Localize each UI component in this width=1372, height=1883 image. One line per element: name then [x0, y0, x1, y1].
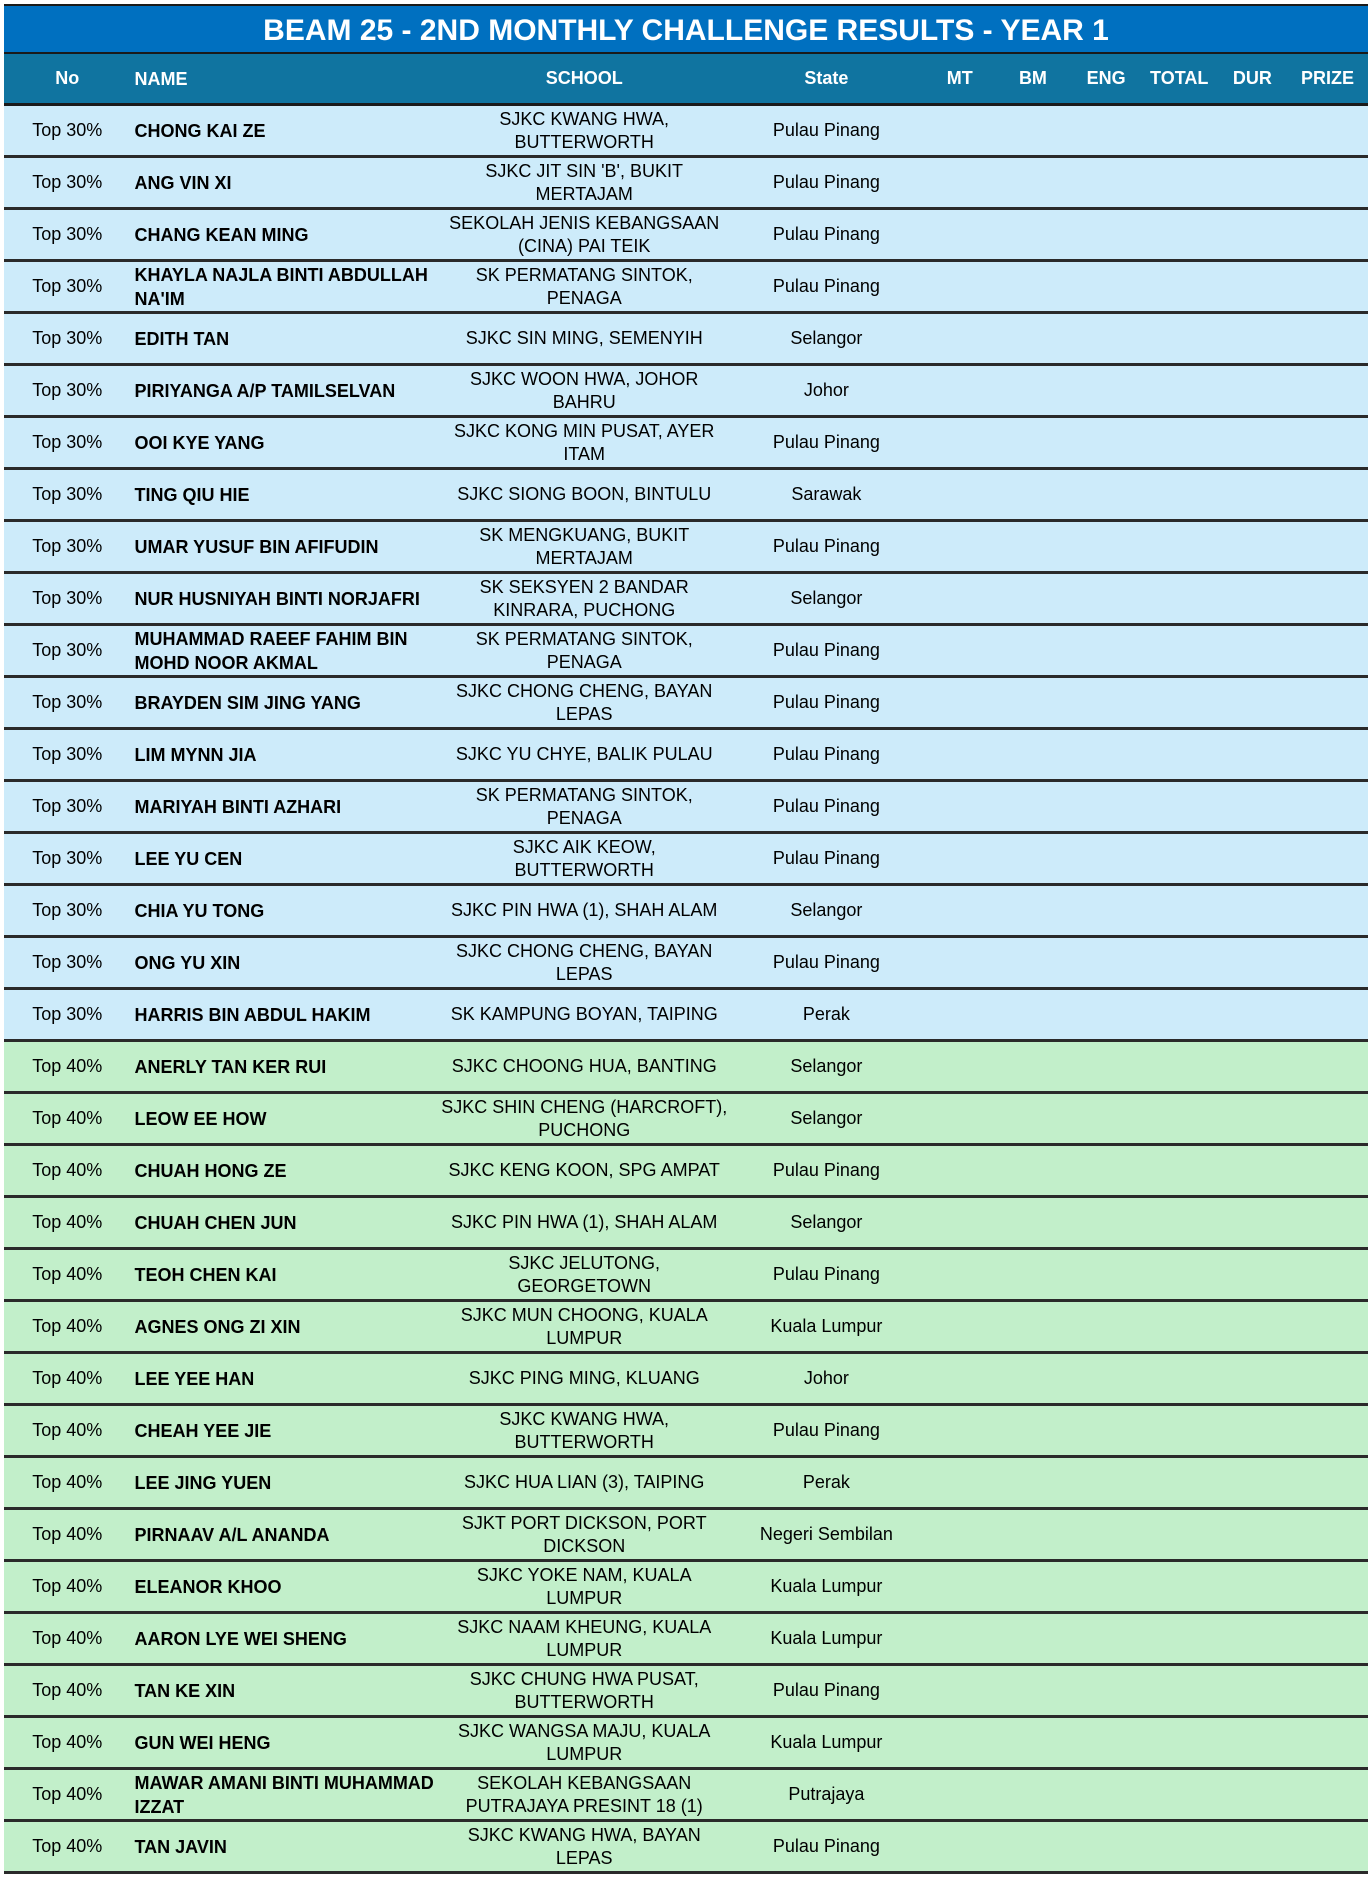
school-text: SJKC YU CHYE, BALIK PULAU	[455, 744, 713, 764]
results-sheet	[4, 4, 1368, 1874]
school-text: SJKT PORT DICKSON, PORT DICKSON	[461, 1512, 707, 1556]
school-text: SJKC PING MING, KLUANG	[468, 1368, 700, 1388]
name-cell: CHUAH HONG ZE	[134, 1160, 287, 1181]
state-cell: Johor	[803, 380, 849, 400]
state-cell: Pulau Pinang	[772, 640, 880, 660]
rank-cell: Top 30%	[32, 172, 103, 192]
name-cell: ANERLY TAN KER RUI	[134, 1056, 327, 1077]
name-cell: EDITH TAN	[134, 328, 230, 349]
school-text: SK SEKSYEN 2 BANDAR KINRARA, PUCHONG	[479, 576, 689, 620]
state-cell: Kuala Lumpur	[770, 1628, 883, 1648]
name-cell: ONG YU XIN	[134, 952, 241, 973]
header-mt: MT	[946, 68, 973, 88]
rank-cell: Top 30%	[32, 536, 103, 556]
table-row	[4, 366, 1368, 418]
school-cell	[441, 1614, 728, 1663]
school-cell	[441, 678, 728, 727]
school-cell	[441, 1250, 728, 1299]
table-row	[4, 626, 1368, 678]
school-text: SK PERMATANG SINTOK, PENAGA	[475, 784, 693, 828]
state-cell: Perak	[802, 1004, 850, 1024]
school-cell	[441, 1354, 728, 1403]
table-row	[4, 1250, 1368, 1302]
school-cell	[441, 1042, 728, 1091]
table-row	[4, 1042, 1368, 1094]
school-text: SJKC KWANG HWA, BUTTERWORTH	[499, 108, 670, 152]
school-text: SJKC KWANG HWA, BAYAN LEPAS	[467, 1824, 701, 1868]
name-cell: LIM MYNN JIA	[134, 744, 257, 765]
school-text: SK MENGKUANG, BUKIT MERTAJAM	[479, 524, 690, 568]
table-row	[4, 470, 1368, 522]
name-cell: MAWAR AMANI BINTI MUHAMMAD IZZAT	[134, 1772, 434, 1817]
name-cell: AARON LYE WEI SHENG	[134, 1628, 347, 1649]
header-total: TOTAL	[1150, 68, 1209, 88]
state-cell: Selangor	[790, 900, 863, 920]
state-cell: Sarawak	[791, 484, 862, 504]
table-row	[4, 990, 1368, 1042]
state-cell: Negeri Sembilan	[759, 1524, 893, 1544]
name-cell: LEOW EE HOW	[134, 1108, 267, 1129]
state-cell: Pulau Pinang	[772, 744, 880, 764]
rank-cell: Top 30%	[32, 952, 103, 972]
school-cell	[441, 106, 728, 155]
page-title: BEAM 25 - 2ND MONTHLY CHALLENGE RESULTS - YEAR 1	[4, 4, 1368, 54]
state-cell: Kuala Lumpur	[770, 1732, 883, 1752]
name-cell: TING QIU HIE	[134, 484, 250, 505]
school-text: SJKC WOON HWA, JOHOR BAHRU	[470, 368, 699, 412]
school-cell	[441, 158, 728, 207]
state-cell: Selangor	[790, 1056, 863, 1076]
rank-cell: Top 30%	[32, 900, 103, 920]
rank-cell: Top 40%	[32, 1368, 103, 1388]
school-cell	[441, 834, 728, 883]
rank-cell: Top 40%	[32, 1732, 103, 1752]
header-name: NAME	[134, 68, 188, 89]
table-row	[4, 1770, 1368, 1822]
school-cell	[441, 626, 728, 675]
school-cell	[441, 366, 728, 415]
school-cell	[441, 886, 728, 935]
header-bm: BM	[1018, 68, 1047, 88]
name-cell: CHEAH YEE JIE	[134, 1420, 272, 1441]
state-cell: Pulau Pinang	[772, 1680, 880, 1700]
name-cell: TEOH CHEN KAI	[134, 1264, 277, 1285]
table-row	[4, 574, 1368, 626]
state-cell: Pulau Pinang	[772, 848, 880, 868]
table-row	[4, 1094, 1368, 1146]
state-cell: Pulau Pinang	[772, 1264, 880, 1284]
table-row	[4, 418, 1368, 470]
state-cell: Pulau Pinang	[772, 1160, 880, 1180]
table-row	[4, 782, 1368, 834]
school-text: SK PERMATANG SINTOK, PENAGA	[475, 628, 693, 672]
school-text: SJKC JIT SIN 'B', BUKIT MERTAJAM	[485, 160, 683, 204]
rank-cell: Top 30%	[32, 276, 103, 296]
header-dur: DUR	[1232, 68, 1272, 88]
school-text: SJKC AIK KEOW, BUTTERWORTH	[512, 836, 656, 880]
rank-cell: Top 40%	[32, 1420, 103, 1440]
rank-cell: Top 30%	[32, 224, 103, 244]
state-cell: Selangor	[790, 328, 863, 348]
table-row	[4, 1614, 1368, 1666]
school-text: SJKC MUN CHOONG, KUALA LUMPUR	[460, 1304, 708, 1348]
header-no: No	[55, 68, 80, 88]
school-cell	[441, 1094, 728, 1143]
table-row	[4, 1510, 1368, 1562]
rank-cell: Top 30%	[32, 692, 103, 712]
school-text: SJKC SIN MING, SEMENYIH	[465, 328, 703, 348]
school-cell	[441, 1458, 728, 1507]
state-cell: Pulau Pinang	[772, 224, 880, 244]
school-cell	[441, 1406, 728, 1455]
rank-cell: Top 40%	[32, 1212, 103, 1232]
school-cell	[441, 262, 728, 311]
school-cell	[441, 1510, 728, 1559]
state-cell: Pulau Pinang	[772, 536, 880, 556]
state-cell: Perak	[802, 1472, 850, 1492]
rank-cell: Top 30%	[32, 380, 103, 400]
rank-cell: Top 40%	[32, 1836, 103, 1856]
school-cell	[441, 574, 728, 623]
rank-cell: Top 30%	[32, 432, 103, 452]
name-cell: TAN KE XIN	[134, 1680, 236, 1701]
school-text: SJKC PIN HWA (1), SHAH ALAM	[451, 1212, 718, 1232]
name-cell: CHONG KAI ZE	[134, 120, 266, 141]
school-cell	[441, 1770, 728, 1819]
school-text: SJKC CHOONG HUA, BANTING	[451, 1056, 717, 1076]
table-row	[4, 1198, 1368, 1250]
rank-cell: Top 40%	[32, 1680, 103, 1700]
school-text: SJKC CHONG CHENG, BAYAN LEPAS	[456, 680, 713, 724]
school-cell	[441, 522, 728, 571]
rank-cell: Top 40%	[32, 1472, 103, 1492]
school-cell	[441, 418, 728, 467]
name-cell: PIRIYANGA A/P TAMILSELVAN	[134, 380, 396, 401]
state-cell: Pulau Pinang	[772, 120, 880, 140]
rank-cell: Top 40%	[32, 1524, 103, 1544]
state-cell: Pulau Pinang	[772, 172, 880, 192]
table-row	[4, 210, 1368, 262]
state-cell: Kuala Lumpur	[770, 1576, 883, 1596]
school-text: SJKC WANGSA MAJU, KUALA LUMPUR	[458, 1720, 711, 1764]
table-row	[4, 1718, 1368, 1770]
school-cell	[441, 1146, 728, 1195]
rank-cell: Top 30%	[32, 328, 103, 348]
school-cell	[441, 1562, 728, 1611]
table-row	[4, 1666, 1368, 1718]
school-text: SJKC KONG MIN PUSAT, AYER ITAM	[454, 420, 715, 464]
name-cell: TAN JAVIN	[134, 1836, 227, 1857]
school-text: SJKC SIONG BOON, BINTULU	[457, 484, 712, 504]
table-row	[4, 314, 1368, 366]
school-text: SJKC KWANG HWA, BUTTERWORTH	[499, 1408, 670, 1452]
table-row	[4, 678, 1368, 730]
name-cell: CHANG KEAN MING	[134, 224, 309, 245]
table-row	[4, 834, 1368, 886]
state-cell: Kuala Lumpur	[770, 1316, 883, 1336]
table-row	[4, 1146, 1368, 1198]
name-cell: LEE YU CEN	[134, 848, 243, 869]
table-row	[4, 1458, 1368, 1510]
rank-cell: Top 30%	[32, 744, 103, 764]
table-row	[4, 1302, 1368, 1354]
school-cell	[441, 1302, 728, 1351]
school-text: SJKC YOKE NAM, KUALA LUMPUR	[476, 1564, 692, 1608]
header-state: State	[804, 68, 849, 88]
name-cell: HARRIS BIN ABDUL HAKIM	[134, 1004, 371, 1025]
rank-cell: Top 30%	[32, 848, 103, 868]
name-cell: MUHAMMAD RAEEF FAHIM BIN MOHD NOOR AKMAL	[134, 628, 408, 673]
table-row	[4, 1562, 1368, 1614]
school-text: SJKC JELUTONG, GEORGETOWN	[508, 1252, 661, 1296]
rank-cell: Top 30%	[32, 120, 103, 140]
table-row	[4, 262, 1368, 314]
state-cell: Pulau Pinang	[772, 432, 880, 452]
school-cell	[441, 938, 728, 987]
table-row	[4, 1354, 1368, 1406]
table-row	[4, 106, 1368, 158]
school-text: SJKC SHIN CHENG (HARCROFT), PUCHONG	[441, 1096, 728, 1140]
school-text: SJKC NAAM KHEUNG, KUALA LUMPUR	[457, 1616, 712, 1660]
rank-cell: Top 30%	[32, 1004, 103, 1024]
school-cell	[441, 470, 728, 519]
table-row	[4, 522, 1368, 574]
state-cell: Selangor	[790, 1212, 863, 1232]
header-school: SCHOOL	[545, 68, 623, 88]
state-cell: Selangor	[790, 1108, 863, 1128]
table-header	[4, 54, 1368, 106]
header-prize: PRIZE	[1300, 68, 1354, 88]
rank-cell: Top 30%	[32, 796, 103, 816]
header-eng: ENG	[1086, 68, 1126, 88]
school-text: SK PERMATANG SINTOK, PENAGA	[475, 264, 693, 308]
rank-cell: Top 40%	[32, 1264, 103, 1284]
table-row	[4, 886, 1368, 938]
school-cell	[441, 1822, 728, 1871]
state-cell: Pulau Pinang	[772, 796, 880, 816]
rank-cell: Top 30%	[32, 484, 103, 504]
table-body	[4, 106, 1368, 1874]
school-text: SJKC HUA LIAN (3), TAIPING	[464, 1472, 705, 1492]
school-cell	[441, 1718, 728, 1767]
school-cell	[441, 314, 728, 363]
school-cell	[441, 730, 728, 779]
state-cell: Selangor	[790, 588, 863, 608]
rank-cell: Top 40%	[32, 1576, 103, 1596]
rank-cell: Top 30%	[32, 588, 103, 608]
name-cell: OOI KYE YANG	[134, 432, 265, 453]
name-cell: GUN WEI HENG	[134, 1732, 271, 1753]
name-cell: MARIYAH BINTI AZHARI	[134, 796, 342, 817]
school-cell	[441, 990, 728, 1039]
name-cell: KHAYLA NAJLA BINTI ABDULLAH NA'IM	[134, 264, 428, 309]
school-cell	[441, 782, 728, 831]
name-cell: CHUAH CHEN JUN	[134, 1212, 297, 1233]
table-row	[4, 1406, 1368, 1458]
name-cell: LEE JING YUEN	[134, 1472, 272, 1493]
name-cell: CHIA YU TONG	[134, 900, 265, 921]
rank-cell: Top 40%	[32, 1784, 103, 1804]
rank-cell: Top 40%	[32, 1056, 103, 1076]
name-cell: AGNES ONG ZI XIN	[134, 1316, 301, 1337]
state-cell: Johor	[803, 1368, 849, 1388]
name-cell: BRAYDEN SIM JING YANG	[134, 692, 361, 713]
school-cell	[441, 1198, 728, 1247]
table-row	[4, 938, 1368, 990]
state-cell: Pulau Pinang	[772, 692, 880, 712]
state-cell: Pulau Pinang	[772, 952, 880, 972]
school-text: SJKC CHONG CHENG, BAYAN LEPAS	[456, 940, 713, 984]
name-cell: ELEANOR KHOO	[134, 1576, 282, 1597]
name-cell: UMAR YUSUF BIN AFIFUDIN	[134, 536, 379, 557]
school-cell	[441, 210, 728, 259]
name-cell: ANG VIN XI	[134, 172, 232, 193]
school-cell	[441, 1666, 728, 1715]
rank-cell: Top 40%	[32, 1160, 103, 1180]
school-text: SJKC CHUNG HWA PUSAT, BUTTERWORTH	[469, 1668, 699, 1712]
rank-cell: Top 40%	[32, 1628, 103, 1648]
state-cell: Pulau Pinang	[772, 276, 880, 296]
table-row	[4, 730, 1368, 782]
school-text: SEKOLAH KEBANGSAAN PUTRAJAYA PRESINT 18 (1)	[465, 1772, 703, 1816]
table-row	[4, 158, 1368, 210]
name-cell: PIRNAAV A/L ANANDA	[134, 1524, 330, 1545]
name-cell: LEE YEE HAN	[134, 1368, 255, 1389]
school-text: SK KAMPUNG BOYAN, TAIPING	[450, 1004, 718, 1024]
school-text: SJKC KENG KOON, SPG AMPAT	[448, 1160, 720, 1180]
table-row	[4, 1822, 1368, 1874]
state-cell: Pulau Pinang	[772, 1420, 880, 1440]
school-text: SEKOLAH JENIS KEBANGSAAN (CINA) PAI TEIK	[449, 212, 720, 256]
school-text: SJKC PIN HWA (1), SHAH ALAM	[451, 900, 718, 920]
rank-cell: Top 40%	[32, 1316, 103, 1336]
rank-cell: Top 40%	[32, 1108, 103, 1128]
state-cell: Pulau Pinang	[772, 1836, 880, 1856]
rank-cell: Top 30%	[32, 640, 103, 660]
state-cell: Putrajaya	[788, 1784, 865, 1804]
name-cell: NUR HUSNIYAH BINTI NORJAFRI	[134, 588, 420, 609]
